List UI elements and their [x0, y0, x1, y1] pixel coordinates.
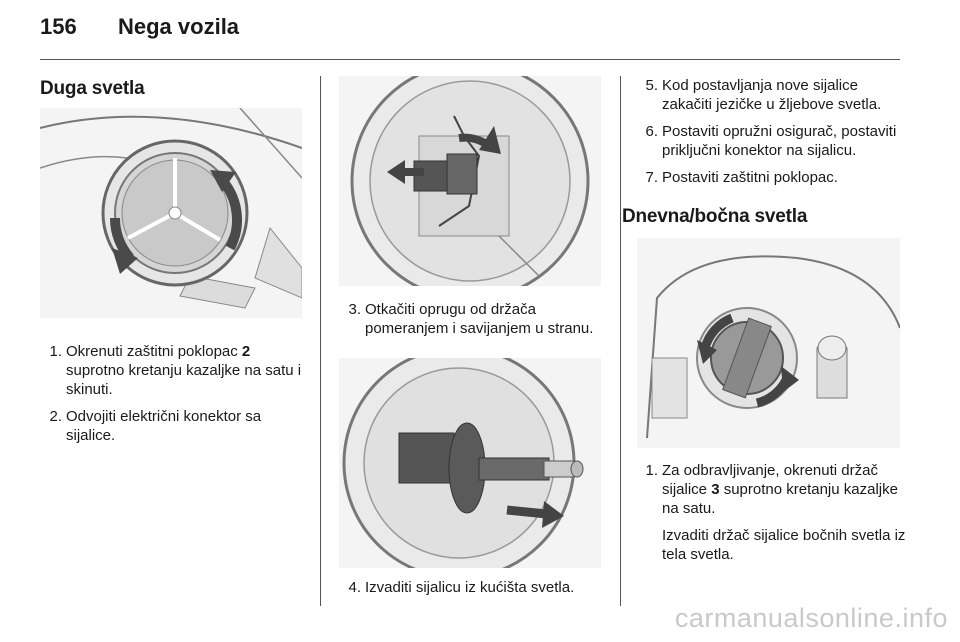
steps-spring [339, 300, 609, 346]
watermark: carmanualsonline.info [674, 603, 948, 633]
list-item [40, 342, 302, 399]
step-number: 3. [348, 301, 361, 318]
list-item [636, 122, 900, 160]
step-text: Izvaditi sijalicu iz kućišta svetla. [365, 579, 575, 596]
step-number: 7. [645, 169, 658, 186]
steps-daytime [636, 461, 906, 572]
section-title-daytime: Dnevna/bočna svetla [622, 206, 808, 227]
step-text: Postaviti zaštitni poklopac. [662, 169, 838, 186]
step-text: Odvojiti električni konektor sa sijalice. [66, 408, 262, 444]
step-number: 1. [645, 462, 658, 479]
step-number: 1. [49, 343, 62, 360]
step-text: suprotno kretanju kazaljke na satu. [662, 481, 898, 517]
list-item [339, 578, 614, 597]
step-number: 4. [348, 579, 361, 596]
list-item [40, 407, 302, 445]
list-item [636, 76, 900, 114]
steps-bulb [339, 578, 614, 605]
header-divider [40, 59, 900, 60]
chapter-title: Nega vozila [118, 14, 240, 39]
figure-daytime-lamp [637, 238, 900, 448]
step-paragraph: Izvaditi držač sijalice bočnih svetla iz tela svetla. [662, 527, 906, 563]
step-number: 6. [645, 123, 658, 140]
step-number: 5. [645, 77, 658, 94]
page-header [40, 14, 239, 50]
page-number: 156 [40, 14, 77, 39]
part-number: 2 [241, 343, 251, 360]
figure-bulb-removal [339, 358, 601, 568]
steps-high-beam [40, 342, 302, 453]
step-text: Okrenuti zaštitni poklopac [66, 343, 242, 360]
step-text: Postaviti opružni osigurač, postaviti priključni konektor na sijalicu. [662, 123, 897, 159]
step-number: 2. [49, 408, 62, 425]
column-divider [320, 76, 321, 606]
figure-high-beam-cover [40, 108, 302, 318]
list-item [339, 300, 609, 338]
list-item [636, 461, 906, 564]
figure-spring-clip [339, 76, 601, 286]
step-text: suprotno kretanju kazaljke na satu i skinuti. [66, 362, 302, 398]
column-divider [620, 76, 621, 606]
list-item [636, 168, 900, 187]
section-title-high-beam: Duga svetla [40, 78, 145, 99]
step-text: Kod postavljanja nove sijalice zakačiti jezičke u žljebove svetla. [662, 77, 882, 113]
step-text: Za odbravljivanje, okrenuti držač sijalice [662, 462, 878, 498]
steps-reinstall [636, 76, 900, 195]
part-number: 3 [711, 481, 720, 498]
step-text: Otkačiti oprugu od držača pomeranjem i savijanjem u stranu. [365, 301, 594, 337]
